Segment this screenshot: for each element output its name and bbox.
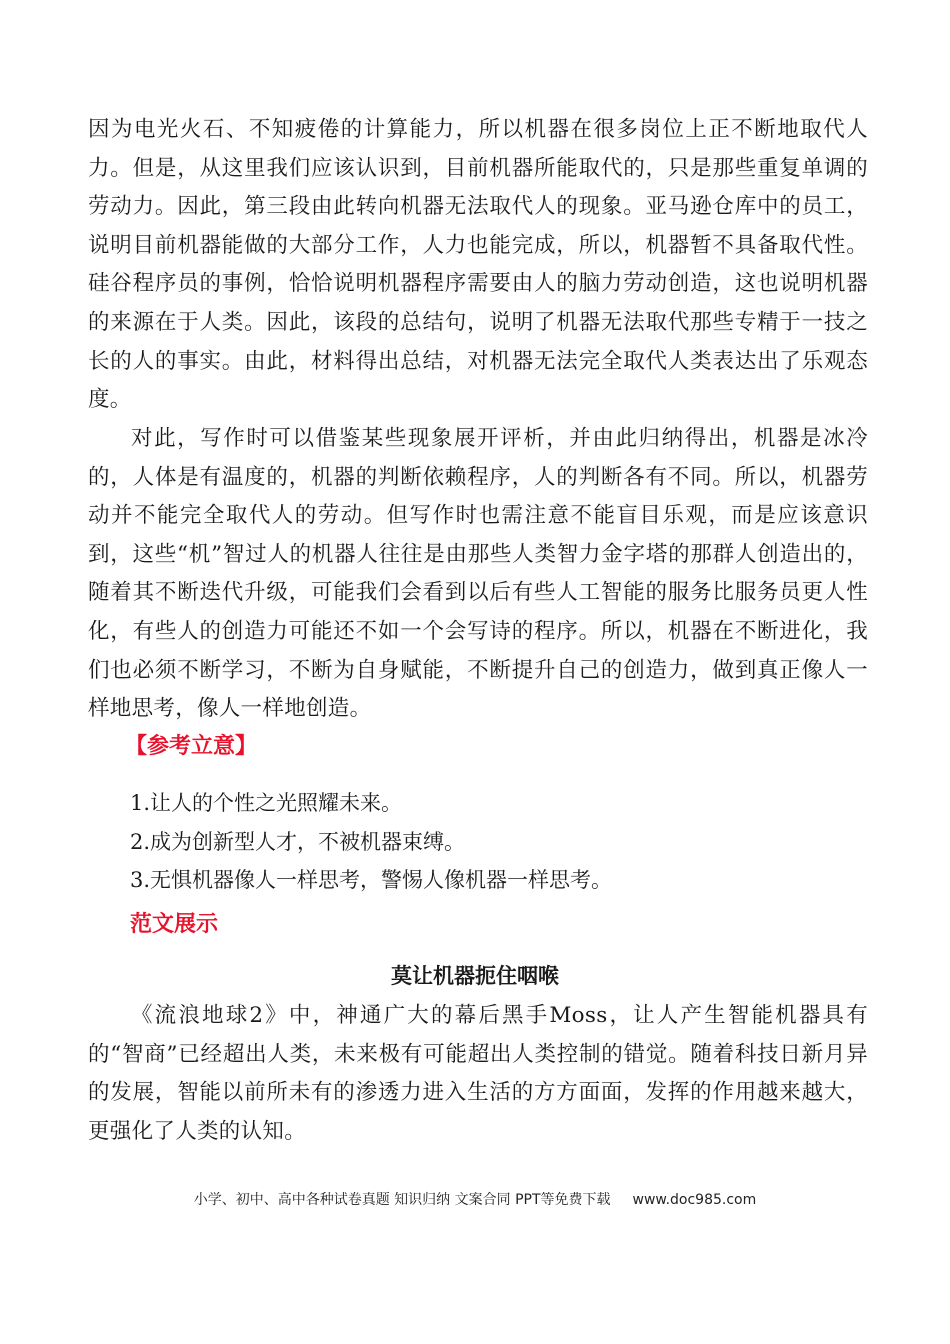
footer-text: 小学、初中、高中各种试卷真题 知识归纳 文案合同 PPT等免费下载 [193,1192,611,1208]
footer-site-link[interactable]: www.doc985.com [632,1192,757,1208]
essay-paragraph-1: 《流浪地球2》中，神通广大的幕后黑手Moss，让人产生智能机器具有的“智商”已经超出人类，未来极有可能超出人类控制的错觉。随着科技日新月异的发展，智能以前所未有的渗透力进入生活的方方面面，发挥的作用越来越大，更强化了人类的认知。 [88,1003,868,1144]
list-item: 1.让人的个性之光照耀未来。 [130,791,403,815]
list-item: 2.成为创新型人才，不被机器束缚。 [130,829,466,854]
analysis-paragraph-2: 对此，写作时可以借鉴某些现象展开评析，并由此归纳得出，机器是冰冷的，人体是有温度的，机器的判断依赖程序，人的判断各有不同。所以，机器劳动并不能完全取代人的劳动。但写作时也需注意不能盲目乐观，而是应该意识到，这些“机”智过人的机器人往往是由那些人类智力金字塔的那群人创造出的，随着其不断迭代升级，可能我们会看到以后有些人工智能的服务比服务员更人性化，有些人的创造力可能还不如一个会写诗的程序。所以，机器在不断进化，我们也必须不断学习，不断为自身赋能，不断提升自己的创造力，做到真正像人一样地思考，像人一样地创造。 [88,426,868,722]
list-item: 3.无惧机器像人一样思考，警惕人像机器一样思考。 [130,868,613,892]
reference-heading: 【参考立意】 [125,734,258,759]
sample-heading: 范文展示 [130,912,219,937]
analysis-paragraph-1: 因为电光火石、不知疲倦的计算能力，所以机器在很多岗位上正不断地取代人力。但是，从这里我们应该认识到，目前机器所能取代的，只是那些重复单调的劳动力。因此，第三段由此转向机器无法取代人的现象。亚马逊仓库中的员工，说明目前机器能做的大部分工作，人力也能完成，所以，机器暂不具备取代性。硅谷程序员的事例，恰恰说明机器程序需要由人的脑力劳动创造，这也说明机器的来源在于人类。因此，该段的总结句，说明了机器无法取代那些专精于一技之长的人的事实。由此，材料得出总结，对机器无法完全取代人类表达出了乐观态度。 [88,117,868,413]
reference-list [130,784,612,900]
page-footer [0,1190,950,1210]
essay-title: 莫让机器扼住咽喉 [391,964,559,988]
